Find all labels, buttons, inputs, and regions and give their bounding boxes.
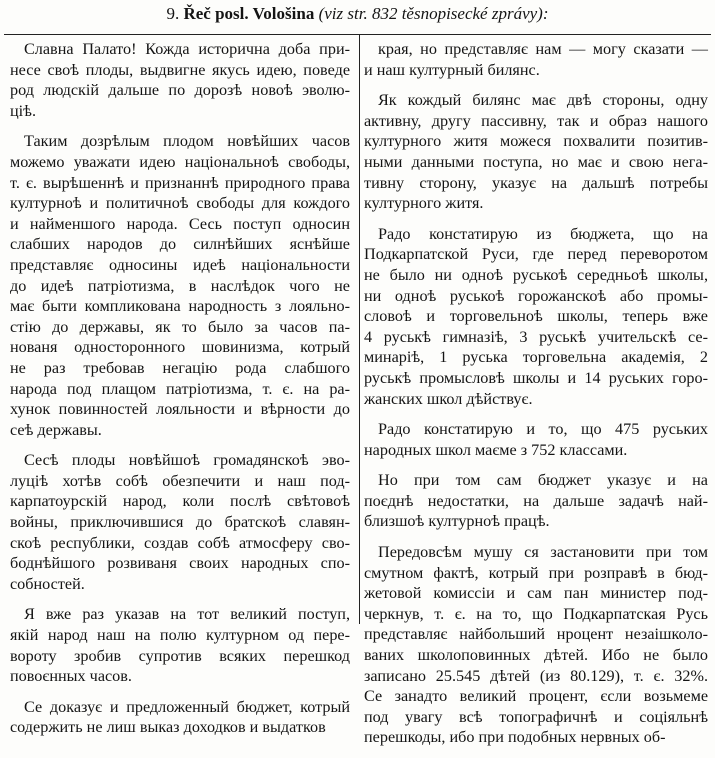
left-paragraph: [10, 450, 350, 594]
text-line: културного житя.: [364, 194, 484, 213]
text-line: смутном фактѣ, котрый при розправѣ в бюд-: [364, 563, 708, 582]
text-line: содержить не лиш выказ доходков и выдатков: [10, 718, 326, 737]
text-line: словоѣ и торговельноѣ школы, теперь вже: [364, 307, 708, 326]
text-line: войны, приключившися до братскоѣ славян-: [10, 513, 350, 532]
text-line: черкнув, т. є. на то, що Подкарпатская Русь: [364, 604, 708, 623]
text-line: поєднѣ недостатки, на дальше задачѣ най-: [364, 491, 708, 510]
text-line: сеѣ державы.: [10, 420, 102, 439]
text-line: боднѣйшого розвиваня своих народных спо-: [10, 554, 350, 573]
text-line: скоѣ республики, создав собѣ атмосферу сво-: [10, 533, 350, 552]
text-line: можемо уважати идею національноѣ свободы,: [10, 152, 350, 171]
text-line: записано 25.545 дѣтей (из 80.129), т. є. 32%.: [364, 666, 708, 685]
text-line: и наш културный билянс.: [364, 60, 540, 79]
text-line: Се доказує и предложенный бюджет, котрый: [24, 697, 350, 716]
left-paragraph: [10, 697, 350, 738]
page-header: [0, 3, 715, 25]
text-line: нованя односторонного шовинизма, котрый: [10, 338, 350, 357]
text-line: близшоѣ културноѣ працѣ.: [364, 512, 550, 531]
text-line: активну, другу пассивну, так и образ нашого: [364, 111, 708, 130]
section-number: 9.: [166, 4, 180, 23]
right-column: [364, 39, 708, 758]
text-line: народа под плащом патріотизма, т. є. на ра-: [10, 379, 350, 398]
text-line: жанских школ дѣйствує.: [364, 389, 533, 408]
text-line: перешкоды, ибо при подобных нервных об-: [364, 728, 666, 747]
header-rule: [4, 34, 711, 35]
text-line: повоєнных часов.: [10, 667, 132, 686]
text-line: руськѣ промысловѣ школы и 14 руських горо-: [364, 368, 708, 387]
text-line: Я вже раз указав на тот великий поступ,: [24, 605, 350, 624]
left-paragraph: [10, 39, 350, 121]
text-line: Радо констатирую и то, що 475 руських: [378, 420, 708, 439]
text-line: луціѣ хотѣв собѣ обезпечити и наш под-: [10, 471, 350, 490]
text-line: края, но представляє нам — могу сказати —: [378, 40, 708, 58]
right-paragraph: [364, 224, 708, 409]
text-line: Славна Палато! Кожда исторична доба при-: [24, 40, 350, 58]
right-paragraph: [364, 470, 708, 532]
left-column: [10, 39, 350, 748]
left-paragraph: [10, 604, 350, 686]
text-line: под увагу всѣ топографичнѣ и соціяльнѣ: [364, 707, 708, 726]
text-line: стію до державы, як то было за часов па-: [10, 317, 350, 336]
text-line: т. є. вырѣшеннѣ и признаннѣ природного права: [10, 173, 350, 192]
text-line: Таким дозрѣлым плодом новѣйших часов: [24, 132, 350, 151]
text-line: хунок повинностей лояльности и вѣрности до: [10, 400, 350, 419]
text-line: представляє найбольший нроцент незаішколо-: [364, 625, 708, 644]
text-line: слабших народов до силнѣйших яснѣйше: [10, 235, 350, 254]
text-line: не было ни одноѣ руськоѣ середньоѣ школы,: [364, 265, 708, 284]
text-line: Но при том сам бюджет указує и на: [378, 471, 708, 490]
text-line: Се занадто великий процент, єсли возьмеме: [364, 687, 708, 706]
right-paragraph: [364, 542, 708, 748]
text-line: жетовой комиссіи и сам пан министер под-: [364, 584, 708, 603]
text-line: и найменшого народа. Сесь поступ односин: [10, 214, 350, 233]
text-line: несе своѣ плоды, выдвигне якусь идею, поведе: [10, 60, 350, 79]
text-line: вороту зробив супротив всяких перешкод: [10, 646, 350, 665]
text-line: представляє односины идеѣ національности: [10, 255, 350, 274]
text-line: має быти компликована народность з лояльно-: [10, 297, 350, 316]
text-line: тивну сторону, указує на дальшѣ потребы: [364, 173, 708, 192]
section-note: (viz str. 832 těsnopisecké zprávy):: [318, 4, 549, 23]
text-line: Подкарпатской Руси, где перед переворотом: [364, 245, 708, 264]
text-line: минаріѣ, 1 руська торговельна академія, 2: [364, 348, 708, 367]
column-divider: [359, 34, 360, 624]
text-line: ными данными поступа, но має и свою нега-: [364, 152, 708, 171]
text-line: якій народ наш на полю културном од пере-: [10, 626, 350, 645]
right-paragraph: [364, 90, 708, 214]
section-title: Řeč posl. Vološina: [183, 4, 315, 23]
text-line: род людскій дальше по дорозѣ новоѣ эволю-: [10, 81, 350, 100]
text-line: Радо констатирую из бюджета, що на: [378, 224, 708, 243]
text-line: Сесѣ плоды новѣйшоѣ громадянскоѣ эво-: [24, 451, 350, 470]
left-paragraph: [10, 131, 350, 440]
text-line: ни одноѣ руськоѣ горожанскоѣ або промы-: [364, 286, 708, 305]
text-line: народных школ маєме з 752 классами.: [364, 440, 628, 459]
text-line: културноѣ и политичноѣ свободы для кождого: [10, 194, 350, 213]
text-line: собностей.: [10, 574, 85, 593]
text-line: карпатоурскій народ, коли послѣ свѣтовоѣ: [10, 492, 350, 511]
text-line: до идеѣ патріотизма, в наслѣдок чого не: [10, 276, 350, 295]
text-line: 4 руськѣ гимназіѣ, 3 руськѣ учительскѣ се-: [364, 327, 708, 346]
right-paragraph: [364, 419, 708, 460]
text-line: ціѣ.: [10, 101, 36, 120]
right-paragraph: [364, 39, 708, 80]
text-line: ваних школопoвинных дѣтей. Ибо не было: [364, 646, 708, 665]
text-line: Передовсѣм мушу ся застановити при том: [378, 543, 708, 562]
text-line: Як кождый билянс має двѣ стороны, одну: [378, 91, 708, 110]
text-line: не раз требовав негацію рода слабшого: [10, 358, 350, 377]
text-line: културного житя можеся похвалити позитив-: [364, 132, 708, 151]
